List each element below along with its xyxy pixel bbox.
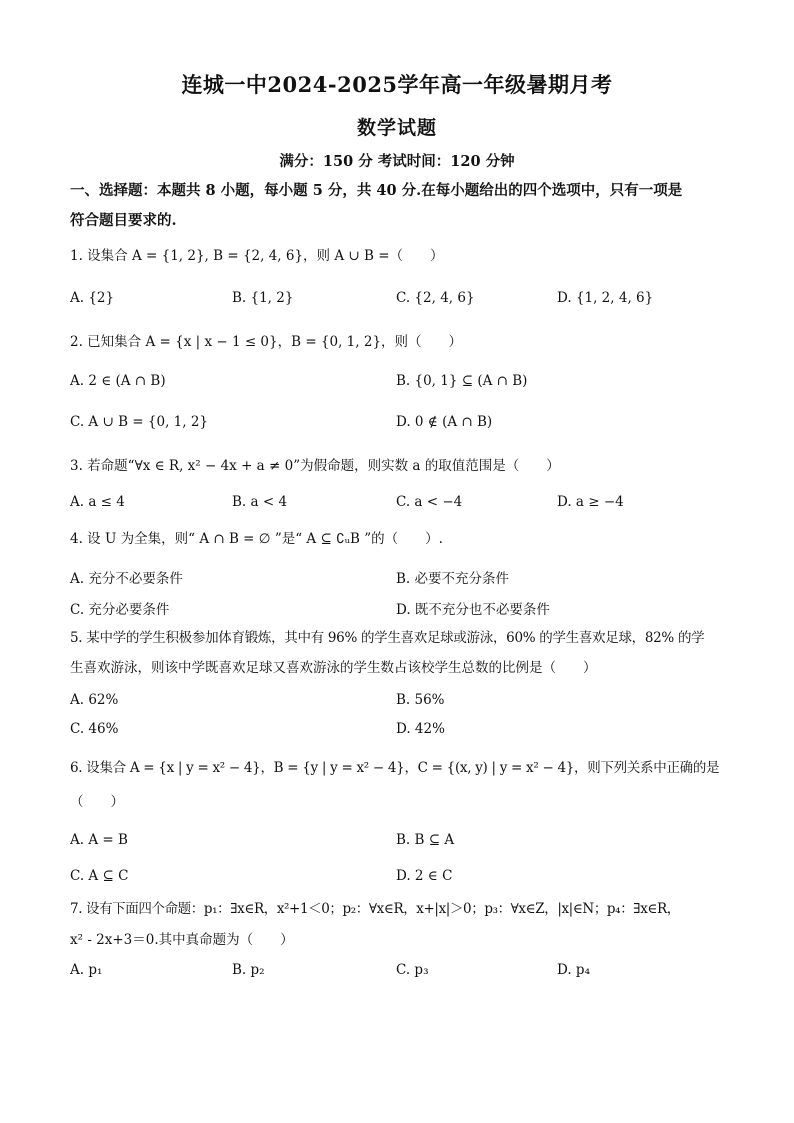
question-1-stem: 1. 设集合 A = {1, 2}, B = {2, 4, 6}，则 A ∪ B =（ ） bbox=[70, 248, 444, 264]
question-7-option-a: A. p₁ bbox=[70, 962, 103, 978]
exam-subtitle: 数学试题 bbox=[356, 117, 437, 139]
question-3-option-c: C. a < −4 bbox=[396, 494, 463, 510]
question-2-option-b: B. {0, 1} ⊆ (A ∩ B) bbox=[396, 373, 528, 389]
section-heading-line2: 符合题目要求的. bbox=[70, 212, 177, 229]
exam-meta: 满分：150 分 考试时间：120 分钟 bbox=[279, 153, 515, 170]
question-1-option-a: A. {2} bbox=[70, 290, 115, 306]
question-3-option-b: B. a < 4 bbox=[232, 494, 288, 510]
question-7-option-c: C. p₃ bbox=[396, 962, 429, 978]
question-7-option-d: D. p₄ bbox=[557, 962, 590, 978]
question-6-option-b: B. B ⊆ A bbox=[396, 832, 455, 848]
question-7-stem-line1: 7. 设有下面四个命题：p₁：∃x∈R，x²+1＜0；p₂：∀x∈R，x+|x|＞0；p₃：∀x∈Z，|x|∈N；p₄：∃x∈R， bbox=[70, 901, 680, 917]
question-5-option-d: D. 42% bbox=[396, 721, 445, 737]
question-3-stem: 3. 若命题“∀x ∈ R, x² − 4x + a ≠ 0”为假命题，则实数 a 的取值范围是（ ） bbox=[70, 458, 560, 474]
question-1-option-b: B. {1, 2} bbox=[232, 290, 294, 306]
question-7-stem-line2: x² - 2x+3＝0.其中真命题为（ ） bbox=[70, 932, 294, 948]
question-5-option-a: A. 62% bbox=[70, 692, 119, 708]
question-2-option-a: A. 2 ∈ (A ∩ B) bbox=[70, 373, 166, 389]
question-6-stem-line1: 6. 设集合 A = {x | y = x² − 4}，B = {y | y = x² − 4}，C = {(x, y) | y = x² − 4}，则下列关系中正确的是 bbox=[70, 760, 720, 776]
question-4-stem: 4. 设 U 为全集，则“ A ∩ B = ∅ ”是“ A ⊆ ∁ᵤB ”的（ ）. bbox=[70, 531, 443, 547]
question-6-option-c: C. A ⊆ C bbox=[70, 868, 129, 884]
question-5-option-c: C. 46% bbox=[70, 721, 119, 737]
question-1-option-d: D. {1, 2, 4, 6} bbox=[557, 290, 654, 306]
question-1-option-c: C. {2, 4, 6} bbox=[396, 290, 475, 306]
question-2-stem: 2. 已知集合 A = {x | x − 1 ≤ 0}，B = {0, 1, 2}，则（ ） bbox=[70, 334, 463, 350]
question-2-option-c: C. A ∪ B = {0, 1, 2} bbox=[70, 414, 208, 430]
question-2-option-d: D. 0 ∉ (A ∩ B) bbox=[396, 414, 493, 430]
question-4-option-a: A. 充分不必要条件 bbox=[70, 571, 183, 587]
question-6-option-a: A. A = B bbox=[70, 832, 128, 848]
question-4-option-b: B. 必要不充分条件 bbox=[396, 571, 510, 587]
question-6-stem-line2: （ ） bbox=[70, 794, 124, 810]
question-6-option-d: D. 2 ∈ C bbox=[396, 868, 453, 884]
question-4-option-c: C. 充分必要条件 bbox=[70, 602, 170, 618]
question-5-stem-line2: 生喜欢游泳，则该中学既喜欢足球又喜欢游泳的学生数占该校学生总数的比例是（ ） bbox=[70, 660, 597, 676]
exam-title: 连城一中2024-2025学年高一年级暑期月考 bbox=[181, 72, 613, 97]
question-5-option-b: B. 56% bbox=[396, 692, 445, 708]
question-4-option-d: D. 既不充分也不必要条件 bbox=[396, 602, 550, 618]
question-5-stem-line1: 5. 某中学的学生积极参加体育锻炼，其中有 96% 的学生喜欢足球或游泳，60% 的学生喜欢足球，82% 的学 bbox=[70, 630, 705, 646]
section-heading-line1: 一、选择题：本题共 8 小题，每小题 5 分，共 40 分.在每小题给出的四个选项中，只有一项是 bbox=[70, 182, 683, 199]
question-3-option-a: A. a ≤ 4 bbox=[70, 494, 125, 510]
question-7-option-b: B. p₂ bbox=[232, 962, 265, 978]
question-3-option-d: D. a ≥ −4 bbox=[557, 494, 624, 510]
